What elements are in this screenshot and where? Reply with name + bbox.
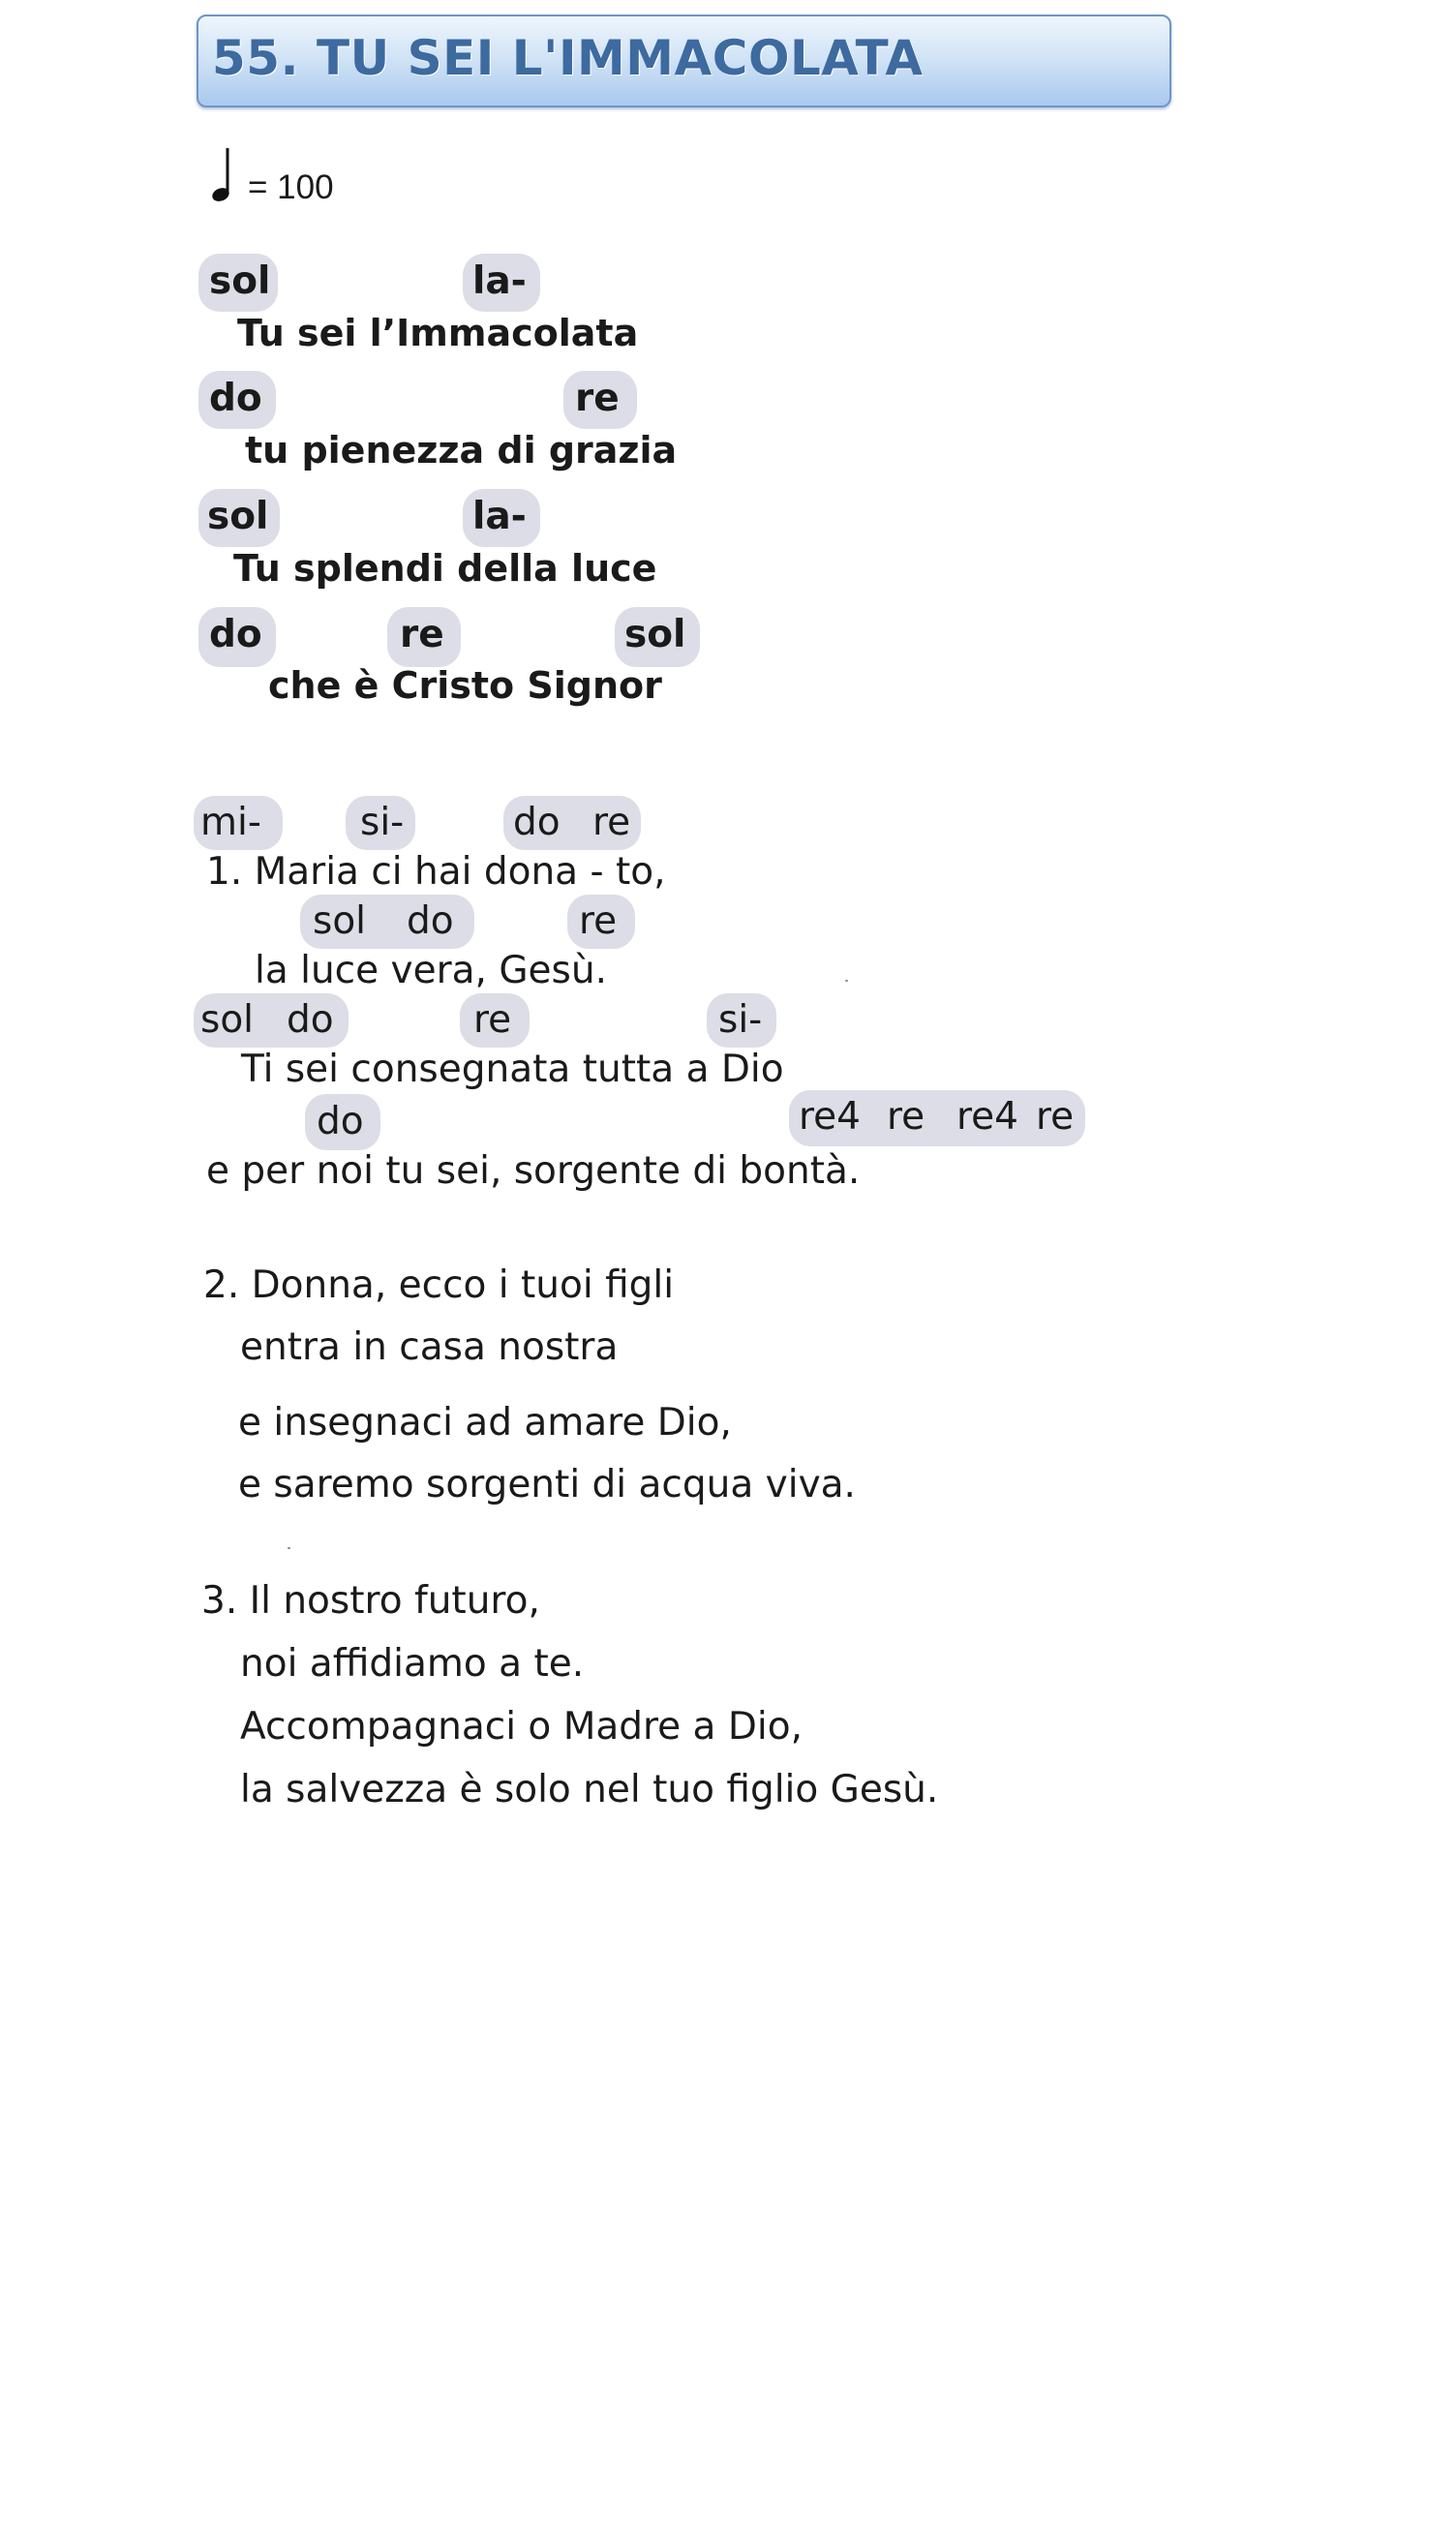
lyric-line: 2. Donna, ecco i tuoi figli [203, 1263, 675, 1307]
lyric-line: Tu splendi della luce [233, 547, 657, 590]
lyric-line: 1. Maria ci hai dona - to, [206, 850, 666, 894]
chord: re [592, 801, 631, 844]
chord: re [579, 899, 618, 943]
chord: sol [313, 899, 367, 943]
chord: do [209, 613, 262, 656]
lyric-line: 3. Il nostro futuro, [201, 1579, 540, 1623]
lyric-line: Accompagnaci o Madre a Dio, [240, 1705, 803, 1749]
chord: sol [209, 259, 271, 303]
scan-speck [845, 980, 848, 982]
chord: re [473, 998, 512, 1042]
chord: do [317, 1100, 364, 1143]
chord: mi- [200, 801, 261, 844]
chord: sol [207, 495, 269, 538]
chord: si- [360, 801, 405, 844]
lyric-line: e per noi tu sei, sorgente di bontà. [206, 1149, 861, 1193]
lyric-line: la salvezza è solo nel tuo figlio Gesù. [240, 1768, 939, 1811]
lyric-line: e saremo sorgenti di acqua viva. [238, 1463, 856, 1506]
chord: re [1036, 1095, 1075, 1139]
chord: do [287, 998, 334, 1042]
chord: re4 [956, 1095, 1018, 1139]
chord: re [400, 613, 444, 656]
chord: re [575, 377, 620, 420]
scan-speck [288, 1547, 290, 1549]
chord: do [513, 801, 561, 844]
chord: sol [200, 998, 255, 1042]
lyric-line: entra in casa nostra [240, 1325, 619, 1369]
tempo-value: = 100 [248, 168, 334, 206]
chord: do [407, 899, 454, 943]
quarter-note-icon [211, 145, 242, 205]
lyric-line: Ti sei consegnata tutta a Dio [241, 1048, 784, 1091]
title-banner [197, 15, 1171, 107]
chord: do [209, 377, 262, 420]
chord: la- [472, 495, 527, 538]
lyric-line: e insegnaci ad amare Dio, [238, 1401, 732, 1445]
chord: re [887, 1095, 925, 1139]
chord: sol [624, 613, 686, 656]
chord: re4 [799, 1095, 861, 1139]
chord: si- [718, 998, 763, 1042]
page-title: 55. TU SEI L'IMMACOLATA [212, 30, 924, 86]
lyric-line: noi affidiamo a te. [240, 1642, 585, 1686]
lyric-line: la luce vera, Gesù. [255, 949, 607, 992]
chord: la- [472, 259, 527, 303]
lyric-line: che è Cristo Signor [268, 664, 662, 707]
lyric-line: Tu sei l’Immacolata [237, 312, 639, 354]
lyric-line: tu pienezza di grazia [245, 429, 678, 472]
